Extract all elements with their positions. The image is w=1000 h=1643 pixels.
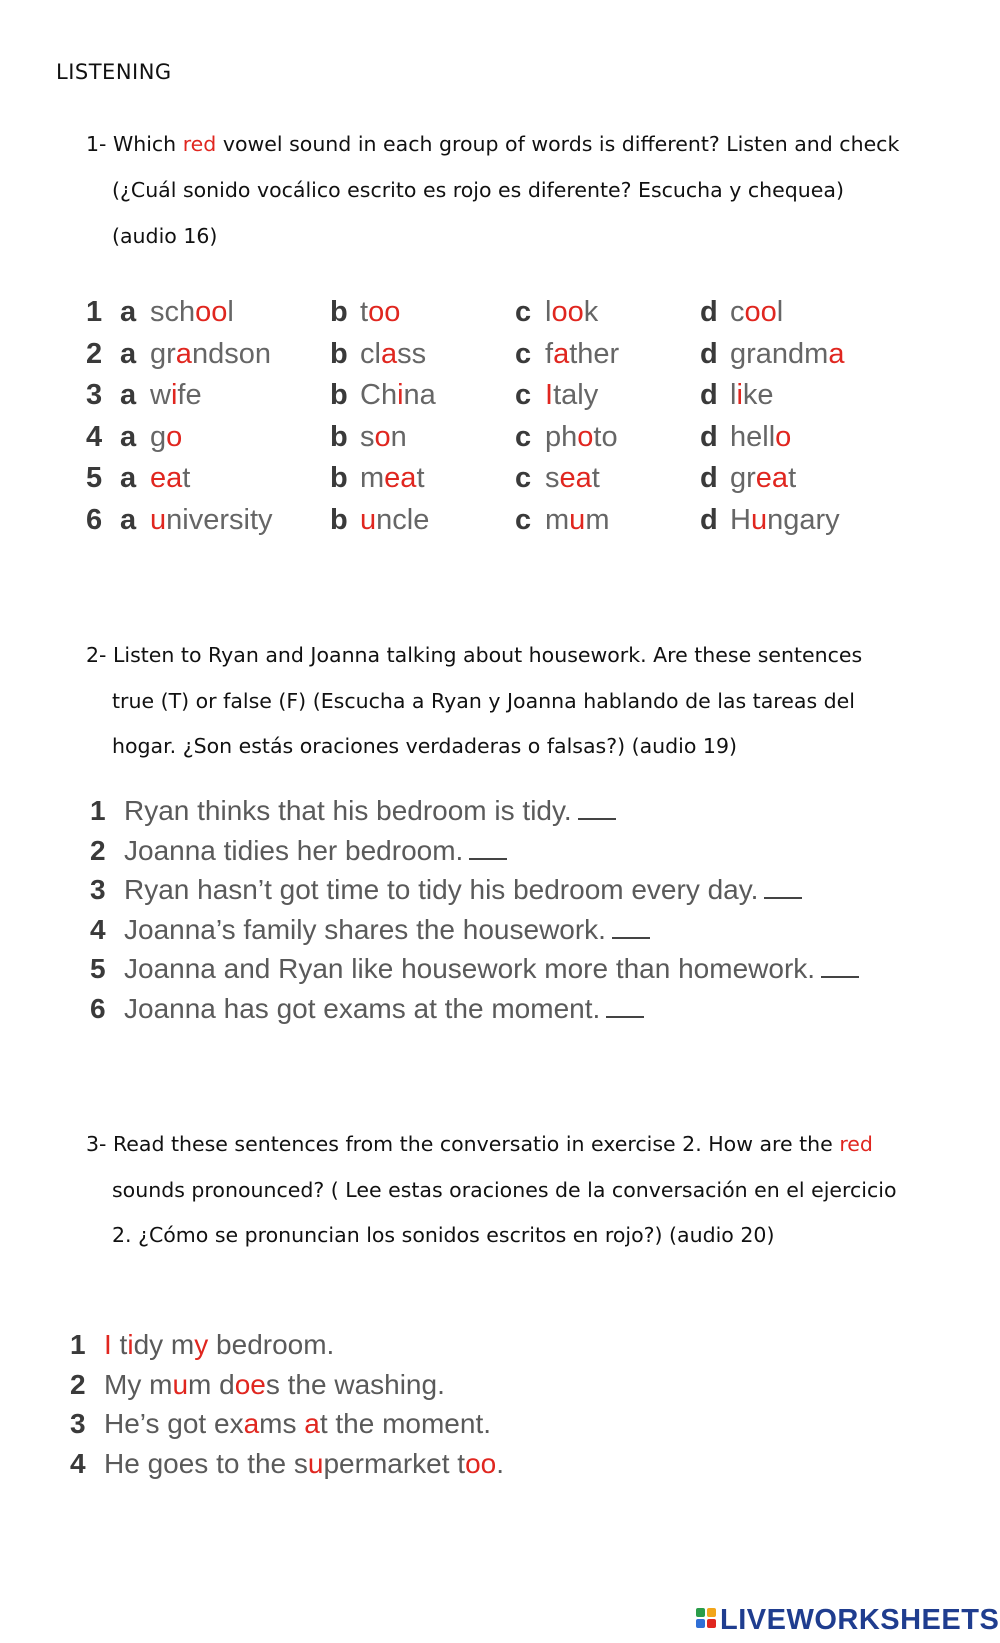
word-part: c xyxy=(730,296,745,328)
ex2-instruction-line2: true (T) or false (F) (Escucha a Ryan y Joanna hablando de las tareas del xyxy=(112,689,855,713)
ex2-sentence-text: Joanna’s family shares the housework. xyxy=(124,913,606,945)
ex1-option-letter: a xyxy=(120,420,137,453)
ex1-option-letter: c xyxy=(515,337,532,370)
word-part: ph xyxy=(545,420,578,453)
ex3-instruction-text: 3- Read these sentences from the conversatio in exercise 2. How are the xyxy=(86,1132,840,1156)
ex1-option-letter: d xyxy=(700,503,718,536)
ex1-option-letter: b xyxy=(330,462,348,494)
sentence-part: permarket t xyxy=(323,1447,466,1479)
ex2-sentence xyxy=(90,795,616,827)
ex2-sentence xyxy=(90,993,644,1025)
red-sound: y xyxy=(194,1329,209,1360)
ex1-option-word xyxy=(360,462,425,495)
ex1-option-letter: c xyxy=(515,503,532,536)
red-vowel: i xyxy=(736,379,743,411)
ex2-sentence-text: Joanna tidies her bedroom. xyxy=(124,834,464,866)
answer-blank[interactable] xyxy=(578,817,616,820)
word-part: s xyxy=(545,462,560,494)
ex1-instruction-line1 xyxy=(86,132,899,156)
ex1-row-number: 2 xyxy=(86,337,103,370)
red-vowel: ea xyxy=(150,462,183,494)
ex1-option-word xyxy=(545,421,618,454)
sentence-part: bedroom. xyxy=(208,1329,335,1360)
word-part: l xyxy=(776,296,784,328)
ex1-option-letter: b xyxy=(330,296,348,328)
red-vowel: i xyxy=(170,379,178,411)
red-vowel: o xyxy=(775,420,792,453)
red-vowel: oo xyxy=(744,296,777,328)
ex3-instruction-line1 xyxy=(86,1132,873,1156)
ex1-option-letter: a xyxy=(120,462,137,494)
ex1-option-letter: b xyxy=(330,503,348,536)
word-part: ncle xyxy=(376,503,430,536)
ex3-instruction-line2: sounds pronounced? ( Lee estas oraciones de la conversación en el ejercicio xyxy=(112,1178,897,1202)
ex1-option-word xyxy=(360,421,407,454)
sentence-part: t the moment. xyxy=(319,1408,492,1439)
ex1-row-number: 1 xyxy=(86,296,103,328)
word-part: k xyxy=(583,296,599,328)
sentence-part: He goes to the s xyxy=(104,1447,308,1479)
red-sound: a xyxy=(304,1408,320,1439)
red-sound: u xyxy=(307,1447,324,1479)
ex2-sentence xyxy=(90,914,650,946)
ex3-red-word: red xyxy=(839,1132,873,1156)
word-part: m xyxy=(585,503,610,536)
ex1-option-letter: b xyxy=(330,420,348,453)
ex1-red-word: red xyxy=(182,132,217,156)
answer-blank[interactable] xyxy=(612,936,650,939)
ex1-option-letter: d xyxy=(700,337,718,370)
red-vowel: i xyxy=(397,379,404,411)
sentence-part: s the washing. xyxy=(265,1368,445,1400)
ex1-option-word xyxy=(360,338,426,371)
sentence-part: . xyxy=(496,1447,505,1479)
red-vowel: u xyxy=(569,503,586,536)
answer-blank[interactable] xyxy=(821,975,859,978)
sentence-part: dy m xyxy=(133,1329,195,1360)
ex1-row-number: 4 xyxy=(86,420,103,453)
ex1-option-word xyxy=(730,338,844,371)
word-part: f xyxy=(545,337,554,370)
word-part: na xyxy=(403,379,436,411)
ex3-sentence xyxy=(70,1369,445,1401)
ex1-option-letter: a xyxy=(120,379,137,411)
red-vowel: u xyxy=(150,503,167,536)
red-vowel: o xyxy=(577,420,594,453)
red-vowel: u xyxy=(360,503,377,536)
ex2-instruction-line3: hogar. ¿Son estás oraciones verdaderas o falsas?) (audio 19) xyxy=(112,734,738,758)
ex3-sentence-number: 4 xyxy=(70,1447,86,1479)
word-part: sch xyxy=(150,296,196,328)
red-vowel: oo xyxy=(195,296,228,328)
ex2-sentence xyxy=(90,835,507,867)
word-part: t xyxy=(360,296,369,328)
ex1-option-word xyxy=(360,296,400,329)
ex1-option-word xyxy=(150,338,271,371)
word-part: gr xyxy=(730,462,756,494)
red-sound: I xyxy=(104,1329,112,1360)
red-vowel: oo xyxy=(551,296,584,328)
word-part: ss xyxy=(397,337,427,370)
ex3-sentence-number: 1 xyxy=(70,1329,86,1360)
ex1-option-word xyxy=(545,338,619,371)
word-part: m xyxy=(360,462,385,494)
ex3-sentence xyxy=(70,1408,491,1440)
word-part: H xyxy=(730,503,751,536)
ex1-option-word xyxy=(360,504,429,537)
liveworksheets-logo-icon xyxy=(696,1608,718,1632)
answer-blank[interactable] xyxy=(469,857,507,860)
sentence-part: ms xyxy=(259,1408,305,1439)
ex1-option-letter: d xyxy=(700,296,718,328)
ex1-option-word xyxy=(150,421,182,454)
word-part: t xyxy=(182,462,191,494)
word-part: ke xyxy=(742,379,774,411)
red-vowel: a xyxy=(175,337,192,370)
ex1-option-letter: d xyxy=(700,420,718,453)
red-vowel: a xyxy=(553,337,570,370)
red-vowel: a xyxy=(380,337,398,370)
ex1-option-letter: a xyxy=(120,503,137,536)
ex1-option-letter: c xyxy=(515,296,532,328)
ex2-sentence-text: Ryan hasn’t got time to tidy his bedroom every day. xyxy=(124,874,759,905)
ex1-option-letter: c xyxy=(515,420,532,453)
ex1-option-word xyxy=(360,379,436,412)
ex2-sentence xyxy=(90,953,859,985)
word-part: grandm xyxy=(730,337,829,370)
ex1-option-letter: a xyxy=(120,296,137,328)
sentence-part: t xyxy=(111,1329,128,1360)
ex2-sentence-number: 5 xyxy=(90,953,106,984)
word-part: t xyxy=(788,462,797,494)
red-vowel: ea xyxy=(384,462,417,494)
red-sound: i xyxy=(127,1329,134,1360)
red-vowel: oo xyxy=(368,296,401,328)
ex3-sentence-number: 3 xyxy=(70,1408,86,1439)
ex2-sentence-number: 3 xyxy=(90,874,106,905)
red-vowel: o xyxy=(374,420,391,453)
ex1-row-number: 3 xyxy=(86,379,103,411)
word-part: taly xyxy=(553,379,599,411)
ex1-instruction-text: vowel sound in each group of words is different? Listen and check xyxy=(216,132,900,156)
word-part: ndson xyxy=(191,337,271,370)
red-vowel: o xyxy=(166,420,183,453)
ex2-instruction-line1: 2- Listen to Ryan and Joanna talking about housework. Are these sentences xyxy=(86,643,863,667)
ex2-sentence-number: 4 xyxy=(90,913,106,945)
word-part: to xyxy=(593,420,618,453)
ex1-option-word xyxy=(730,296,783,329)
sentence-part: m d xyxy=(188,1368,235,1400)
page-title: LISTENING xyxy=(56,60,172,84)
red-sound: a xyxy=(243,1408,260,1439)
ex2-sentence xyxy=(90,874,802,906)
ex3-sentence xyxy=(70,1448,504,1480)
word-part: niversity xyxy=(166,503,273,536)
red-sound: u xyxy=(172,1368,189,1400)
answer-blank[interactable] xyxy=(764,896,802,899)
red-vowel: u xyxy=(750,503,768,536)
word-part: m xyxy=(545,503,570,536)
ex2-sentence-text: Joanna and Ryan like housework more than homework. xyxy=(124,953,816,984)
ex1-option-word xyxy=(545,379,598,412)
ex1-instruction-line3: (audio 16) xyxy=(112,224,218,248)
ex1-option-word xyxy=(545,504,609,537)
word-part: n xyxy=(390,420,407,453)
red-sound: oo xyxy=(465,1447,497,1479)
ex1-option-letter: c xyxy=(515,462,532,494)
sentence-part: He’s got ex xyxy=(104,1408,244,1439)
word-part: w xyxy=(150,379,171,411)
ex2-sentence-text: Joanna has got exams at the moment. xyxy=(124,992,601,1024)
ex1-instruction-line2: (¿Cuál sonido vocálico escrito es rojo es diferente? Escucha y chequea) xyxy=(112,178,844,202)
ex3-instruction-line3: 2. ¿Cómo se pronuncian los sonidos escritos en rojo?) (audio 20) xyxy=(112,1223,775,1247)
ex1-option-letter: a xyxy=(120,337,137,370)
word-part: t xyxy=(416,462,425,494)
ex2-sentence-number: 6 xyxy=(90,992,106,1024)
red-vowel: a xyxy=(828,337,845,370)
ex1-option-letter: d xyxy=(700,379,718,411)
word-part: Ch xyxy=(360,379,398,411)
word-part: t xyxy=(591,462,600,494)
ex1-row-number: 5 xyxy=(86,462,103,494)
ex1-option-word xyxy=(730,379,774,412)
ex1-instruction-text: 1- Which xyxy=(86,132,183,156)
word-part: s xyxy=(360,420,375,453)
ex1-option-letter: c xyxy=(515,379,532,411)
answer-blank[interactable] xyxy=(606,1015,644,1018)
word-part: ther xyxy=(569,337,620,370)
ex3-sentence-number: 2 xyxy=(70,1368,86,1400)
word-part: hell xyxy=(730,420,776,453)
word-part: gr xyxy=(150,337,176,370)
word-part: l xyxy=(227,296,234,328)
word-part: cl xyxy=(360,337,381,370)
red-sound: oe xyxy=(234,1368,266,1400)
red-vowel: I xyxy=(545,379,554,411)
word-part: l xyxy=(730,379,737,411)
ex2-sentence-number: 2 xyxy=(90,834,106,866)
ex1-row-number: 6 xyxy=(86,503,103,536)
ex1-option-word xyxy=(150,462,190,495)
word-part: g xyxy=(150,420,167,453)
ex1-option-word xyxy=(730,462,796,495)
ex1-option-word xyxy=(730,504,840,537)
red-vowel: ea xyxy=(755,462,789,494)
word-part: fe xyxy=(177,379,202,411)
ex1-option-letter: d xyxy=(700,462,718,494)
liveworksheets-brand: LIVEWORKSHEETS xyxy=(720,1604,1000,1636)
ex1-option-word xyxy=(730,421,791,454)
sentence-part: My m xyxy=(104,1368,173,1400)
liveworksheets-logo xyxy=(696,1604,999,1634)
ex2-sentence-text: Ryan thinks that his bedroom is tidy. xyxy=(124,795,572,826)
word-part: ngary xyxy=(767,503,840,536)
ex1-option-word xyxy=(545,296,598,329)
red-vowel: ea xyxy=(559,462,592,494)
ex1-option-word xyxy=(150,504,273,537)
word-part: l xyxy=(545,296,552,328)
ex1-option-word xyxy=(150,296,234,329)
ex3-sentence xyxy=(70,1329,334,1361)
ex1-option-word xyxy=(150,379,202,412)
ex1-option-letter: b xyxy=(330,379,348,411)
ex1-option-word xyxy=(545,462,600,495)
ex2-sentence-number: 1 xyxy=(90,795,106,826)
ex1-option-letter: b xyxy=(330,337,348,370)
